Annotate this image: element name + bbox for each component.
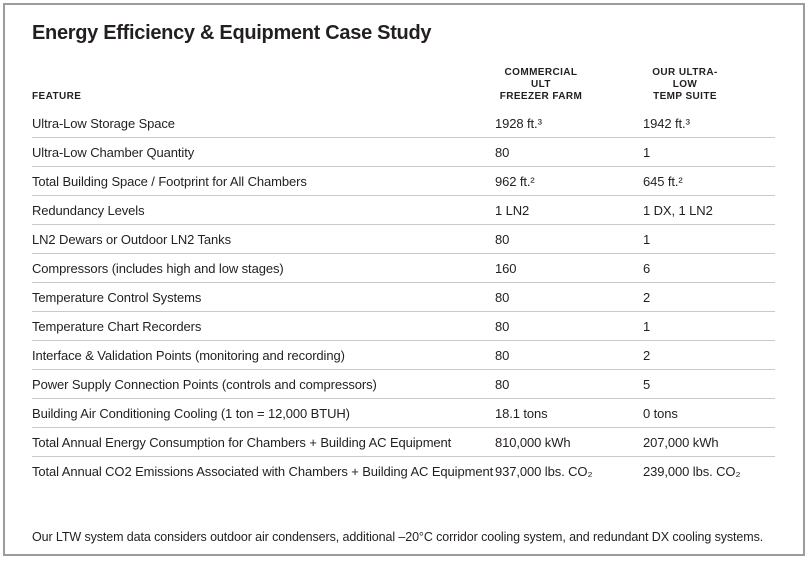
feature-cell: Redundancy Levels (32, 196, 495, 225)
suite-value-cell: 1 DX, 1 LN2 (643, 196, 775, 225)
feature-cell: LN2 Dewars or Outdoor LN2 Tanks (32, 225, 495, 254)
farm-value-cell: 1928 ft.³ (495, 109, 643, 138)
suite-value-cell: 1 (643, 138, 775, 167)
farm-value-cell: 160 (495, 254, 643, 283)
feature-cell: Power Supply Connection Points (controls and compressors) (32, 370, 495, 399)
farm-value-cell: 80 (495, 341, 643, 370)
table-row (32, 283, 775, 312)
suite-value-cell: 207,000 kWh (643, 428, 775, 457)
page-title: Energy Efficiency & Equipment Case Study (32, 22, 432, 44)
suite-value-cell: 6 (643, 254, 775, 283)
farm-value-cell: 80 (495, 370, 643, 399)
table-row (32, 428, 775, 457)
farm-value-cell: 80 (495, 225, 643, 254)
suite-value-cell: 2 (643, 341, 775, 370)
feature-cell: Temperature Chart Recorders (32, 312, 495, 341)
column-header-commercial-ult-freezer-farm: COMMERCIAL ULT FREEZER FARM (499, 67, 583, 102)
suite-value-cell: 1 (643, 225, 775, 254)
farm-value-cell: 80 (495, 283, 643, 312)
feature-cell: Interface & Validation Points (monitoring and recording) (32, 341, 495, 370)
table-row (32, 341, 775, 370)
case-study-panel (3, 3, 805, 556)
table-row (32, 138, 775, 167)
farm-value-cell: 810,000 kWh (495, 428, 643, 457)
suite-value-cell: 5 (643, 370, 775, 399)
table-row (32, 196, 775, 225)
table-row (32, 254, 775, 283)
table-row (32, 167, 775, 196)
table-row (32, 109, 775, 138)
feature-cell: Ultra-Low Chamber Quantity (32, 138, 495, 167)
table-row (32, 457, 775, 486)
suite-value-cell: 1 (643, 312, 775, 341)
farm-value-cell: 1 LN2 (495, 196, 643, 225)
comparison-table (32, 57, 775, 485)
feature-cell: Compressors (includes high and low stages) (32, 254, 495, 283)
table-row (32, 312, 775, 341)
feature-cell: Total Building Space / Footprint for All Chambers (32, 167, 495, 196)
column-header-feature: FEATURE (32, 91, 82, 102)
suite-value-cell: 239,000 lbs. CO₂ (643, 464, 741, 479)
feature-cell: Total Annual Energy Consumption for Chambers + Building AC Equipment (32, 428, 495, 457)
farm-value-cell: 18.1 tons (495, 399, 643, 428)
farm-value-cell: 937,000 lbs. CO₂ (495, 464, 593, 479)
suite-value-cell: 0 tons (643, 399, 775, 428)
feature-cell: Total Annual CO2 Emissions Associated with Chambers + Building AC Equipment (32, 464, 494, 479)
suite-value-cell: 645 ft.² (643, 167, 775, 196)
table-row (32, 370, 775, 399)
farm-value-cell: 80 (495, 138, 643, 167)
feature-cell: Temperature Control Systems (32, 283, 495, 312)
table-row (32, 399, 775, 428)
table-row (32, 225, 775, 254)
column-header-our-ultra-low-temp-suite: OUR ULTRA-LOW TEMP SUITE (652, 67, 718, 102)
suite-value-cell: 1942 ft.³ (643, 109, 775, 138)
feature-cell: Building Air Conditioning Cooling (1 ton = 12,000 BTUH) (32, 399, 495, 428)
farm-value-cell: 80 (495, 312, 643, 341)
suite-value-cell: 2 (643, 283, 775, 312)
farm-value-cell: 962 ft.² (495, 167, 643, 196)
footnote: Our LTW system data considers outdoor air condensers, additional –20°C corridor cooling system, and redundant DX cooling systems. (32, 530, 764, 544)
table-header-row (32, 57, 775, 109)
feature-cell: Ultra-Low Storage Space (32, 109, 495, 138)
